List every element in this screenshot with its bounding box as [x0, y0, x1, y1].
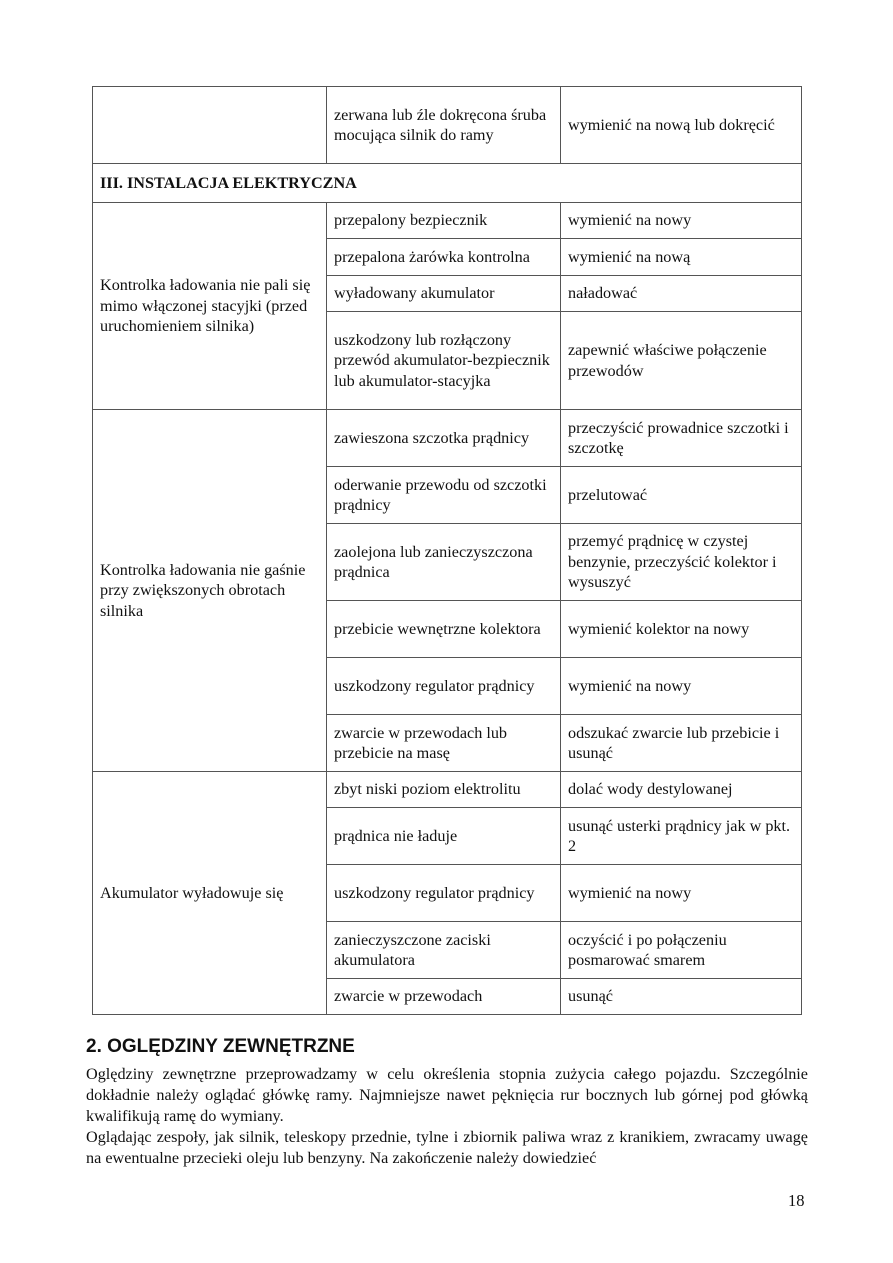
cause-cell: zerwana lub źle dokręcona śruba mocująca silnik do ramy [327, 87, 561, 164]
table-row [93, 772, 802, 808]
remedy-cell: przeczyścić prowadnice szczotki i szczotkę [561, 410, 802, 467]
remedy-cell: usunąć [561, 979, 802, 1015]
remedy-cell: wymienić na nowy [561, 203, 802, 239]
paragraph: Oględziny zewnętrzne przeprowadzamy w celu określenia stopnia zużycia całego pojazdu. Szczególnie dokładnie należy oglądać główkę ramy. Najmniejsze nawet pęknięcia rur bocznych lub górnej pod główką kwalifikują ramę do wymiany. [86, 1065, 808, 1125]
cause-cell: przebicie wewnętrzne kolektora [327, 601, 561, 658]
remedy-cell: wymienić na nowy [561, 865, 802, 922]
remedy-cell: wymienić kolektor na nowy [561, 601, 802, 658]
remedy-cell: przemyć prądnicę w czystej benzynie, przeczyścić kolektor i wysuszyć [561, 524, 802, 601]
section-body [86, 1064, 808, 1169]
fault-table [92, 86, 802, 1015]
cause-cell: wyładowany akumulator [327, 276, 561, 312]
remedy-cell: dolać wody destylowanej [561, 772, 802, 808]
cause-cell: oderwanie przewodu od szczotki prądnicy [327, 467, 561, 524]
cause-cell: zwarcie w przewodach [327, 979, 561, 1015]
section-row [93, 164, 802, 203]
page-number: 18 [788, 1191, 805, 1210]
remedy-cell: usunąć usterki prądnicy jak w pkt. 2 [561, 808, 802, 865]
cause-cell: przepalona żarówka kontrolna [327, 239, 561, 276]
cause-cell: zawieszona szczotka prądnicy [327, 410, 561, 467]
remedy-cell: zapewnić właściwe połączenie przewodów [561, 312, 802, 410]
cause-cell: uszkodzony regulator prądnicy [327, 865, 561, 922]
section-heading: 2. OGLĘDZINY ZEWNĘTRZNE [86, 1036, 355, 1057]
cause-cell: uszkodzony lub rozłączony przewód akumulator-bezpiecznik lub akumulator-stacyjka [327, 312, 561, 410]
cause-cell: zwarcie w przewodach lub przebicie na masę [327, 715, 561, 772]
table-row [93, 203, 802, 239]
remedy-cell: oczyścić i po połączeniu posmarować smarem [561, 922, 802, 979]
remedy-cell: wymienić na nową lub dokręcić [561, 87, 802, 164]
remedy-cell: wymienić na nowy [561, 658, 802, 715]
cause-cell: zbyt niski poziom elektrolitu [327, 772, 561, 808]
cause-cell: przepalony bezpiecznik [327, 203, 561, 239]
remedy-cell: wymienić na nową [561, 239, 802, 276]
section-title: III. INSTALACJA ELEKTRYCZNA [93, 164, 802, 203]
cause-cell: zaolejona lub zanieczyszczona prądnica [327, 524, 561, 601]
cause-cell: prądnica nie ładuje [327, 808, 561, 865]
paragraph: Oglądając zespoły, jak silnik, teleskopy przednie, tylne i zbiornik paliwa wraz z kranikiem, zwracamy uwagę na ewentualne przecieki oleju lub benzyny. Na zakończenie należy dowiedzieć [86, 1128, 808, 1167]
symptom-cell: Akumulator wyładowuje się [93, 772, 327, 1015]
table-row [93, 87, 802, 164]
remedy-cell: naładować [561, 276, 802, 312]
symptom-cell: Kontrolka ładowania nie pali się mimo włączonej stacyjki (przed uruchomieniem silnika) [93, 203, 327, 410]
remedy-cell: przelutować [561, 467, 802, 524]
cause-cell: zanieczyszczone zaciski akumulatora [327, 922, 561, 979]
symptom-cell: Kontrolka ładowania nie gaśnie przy zwiększonych obrotach silnika [93, 410, 327, 772]
remedy-cell: odszukać zwarcie lub przebicie i usunąć [561, 715, 802, 772]
table-row [93, 410, 802, 467]
cause-cell: uszkodzony regulator prądnicy [327, 658, 561, 715]
symptom-cell [93, 87, 327, 164]
